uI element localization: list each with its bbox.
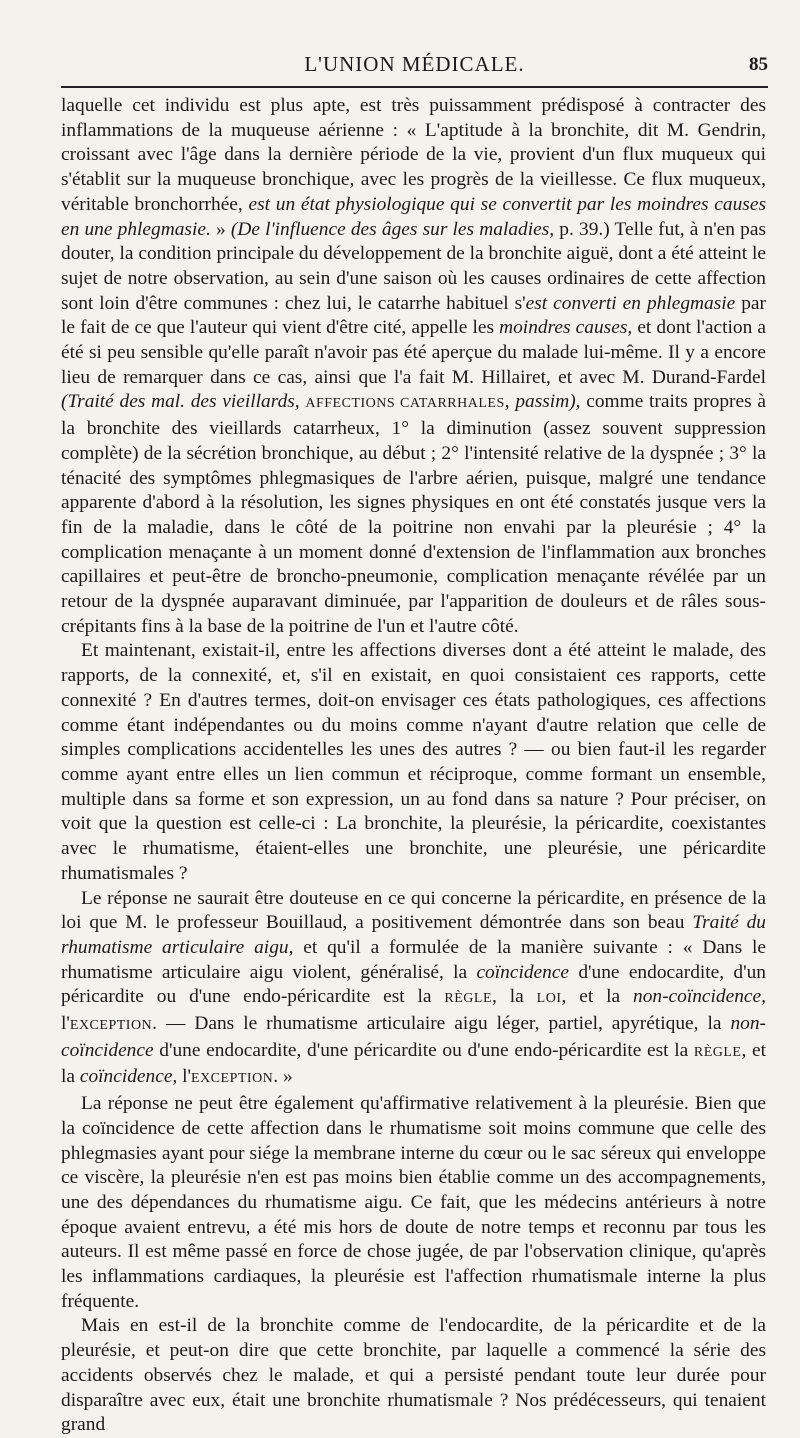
text-run: par le fait de ce que l'auteur qui vient d'être cité, appelle les xyxy=(61,292,766,339)
text-run: La réponse ne peut être également qu'affirmative relativement à la pleurésie. Bien que la coïncidence de cette affection dans le rhumatisme soit moins commune que celle des phlegmasies ayant pour siége la membrane interne du cœur ou le sac séreux qui enveloppe ce viscère, la pleurésie n'en est pas moins bien établie comme un des accompagnements, une des dépendances du rhumatisme aigu. Ce fait, que les médecins antérieurs à notre époque avaient entrevu, a été mis hors de doute de notre temps et reconnu par tous les auteurs. Il est même passé en force de chose jugée, de par l'observation clinique, qu'après les inflammations cardiaques, la pleurésie est l'affection rhumatismale interne la plus fréquente. xyxy=(61,1093,766,1312)
page-number: 85 xyxy=(749,54,768,75)
text-run: l' xyxy=(177,1066,192,1088)
small-caps-text: AFFECTIONS CATARRHALES xyxy=(305,396,505,412)
text-run: . » xyxy=(273,1066,293,1088)
text-run: Le réponse ne saurait être douteuse en ce qui concerne la péricardite, en présence de la loi que M. le professeur Bouillaud, a positivement démontrée dans son beau xyxy=(61,887,766,934)
paragraph xyxy=(61,1092,766,1314)
text-run: » xyxy=(210,218,231,240)
small-caps-text: RÈGLE xyxy=(693,1044,742,1060)
text-run: et qu'il a formulée de la manière suivante : « Dans le rhumatisme articulaire aigu violent, généralisé, la xyxy=(61,936,766,983)
paragraph xyxy=(61,887,766,1093)
article-body xyxy=(61,94,766,1438)
italic-text: est un état physiologique qui se convertit par les moindres causes en une phlegmasie. xyxy=(61,193,766,240)
text-run: , xyxy=(504,391,516,413)
italic-text: non-coïncidence xyxy=(61,1013,766,1061)
text-run: laquelle cet individu est plus apte, est très puissamment prédisposé à contracter des inflammations de la muqueuse aérienne : « L'aptitude à la bronchite, dit M. Gendrin, croissant avec l'âge dans la dernière période de la vie, provient d'un flux muqueux qui s'établit sur la muqueuse bronchique, avec les progrès de la vieillesse. Ce flux muqueux, véritable bronchorrhée, xyxy=(61,95,766,215)
text-run: d'une endocardite, d'une péricardite ou d'une endo-péricardite est la xyxy=(153,1039,694,1061)
text-run: d'une endocardite, d'un péricardite ou d'une endo-péricardite est la xyxy=(61,961,766,1008)
running-header xyxy=(61,48,768,82)
small-caps-text: EXCEPTION xyxy=(69,1018,153,1034)
italic-text: passim), xyxy=(515,391,581,413)
italic-text: coïncidence, xyxy=(79,1066,178,1088)
text-run: Mais en est-il de la bronchite comme de l'endocardite, de la péricardite et de la pleurésie, et peut-on dire que cette bronchite, par laquelle a commencé la série des accidents observés chez le malade, et qui a persisté pendant toute leur durée pour disparaître avec eux, était une bronchite rhumatismale ? Nos prédécesseurs, qui tenaient grand xyxy=(61,1315,766,1436)
paragraph xyxy=(61,94,766,639)
small-caps-text: LOI xyxy=(536,991,562,1007)
italic-text: moindres causes, xyxy=(499,317,633,339)
italic-text: (De l'influence des âges sur les maladies, xyxy=(230,218,555,240)
italic-text: (Traité des mal. des vieillards, xyxy=(61,391,300,413)
text-run: , et la xyxy=(61,1039,766,1088)
text-run: , la xyxy=(492,986,537,1008)
journal-title: L'UNION MÉDICALE. xyxy=(304,52,525,76)
italic-text: Traité du rhumatisme articulaire aigu, xyxy=(61,912,767,958)
text-run: l' xyxy=(61,1013,70,1035)
italic-text: coïncidence xyxy=(476,961,570,983)
small-caps-text: EXCEPTION xyxy=(191,1071,274,1087)
paragraph xyxy=(61,639,766,886)
text-run: Et maintenant, existait-il, entre les affections diverses dont a été atteint le malade, des rapports, de la connexité, et, s'il en existait, en quoi consistaient ces rapports, cette connexité ? En d'autres termes, doit-on envisager ces états pathologiques, ces affections comme étant indépendantes ou du moins comme n'ayant d'autre relation que celle de simples complications accidentelles les unes des autres ? — ou bien faut-il les regarder comme ayant entre elles un lien commun et réciproque, comme formant un ensemble, multiple dans sa forme et son expression, un au fond dans sa nature ? Pour préciser, on voit que la question est celle-ci : La bronchite, la pleurésie, la péricardite, coexistantes avec le rhumatisme, étaient-elles une bronchite, une pleurésie, une péricardite rhumatismales ? xyxy=(61,640,766,884)
text-run: . — Dans le rhumatisme articulaire aigu léger, partiel, apyrétique, la xyxy=(152,1013,731,1035)
small-caps-text: RÈGLE xyxy=(444,991,493,1007)
text-run: , et la xyxy=(561,986,633,1008)
paragraph xyxy=(61,1314,766,1438)
text-run: comme traits propres à la bronchite des vieillards catarrheux, 1° la diminution (assez souvent suppression complète) de la sécrétion bronchique, au début ; 2° l'intensité relative de la dyspnée ; 3° la ténacité des symptômes phlegmasiques de l'arbre aérien, puisque, malgré une tendance apparente d'abord à la résolution, les signes physiques en ont été constatés jusque vers la fin de la maladie, dans le côté de la poitrine non envahi par la pleurésie ; 4° la complication menaçante à un moment donné d'extension de l'inflammation aux bronches capillaires et peut-être de broncho-pneumonie, complication menaçante révélée par un retour de la dyspnée auparavant diminuée, par l'apparition de douleurs et de râles sous-crépitants fins à la base de la poitrine de l'un et l'autre côté. xyxy=(61,391,766,637)
italic-text: non-coïncidence, xyxy=(633,986,766,1008)
text-run: et dont l'action a été si peu sensible qu'elle paraît n'avoir pas été aperçue du malade lui-même. Il y a encore lieu de remarquer dans ce cas, ainsi que l'a fait M. Hillairet, et avec M. Durand-Fardel xyxy=(61,317,766,388)
text-run: p. 39.) Telle fut, à n'en pas douter, la condition principale du développement de la bronchite aiguë, dont a été atteint le sujet de notre observation, au sein d'une saison où les causes ordinaires de cette affection sont loin d'être communes : chez lui, le catarrhe habituel s' xyxy=(61,218,767,314)
italic-text: est converti en phlegmasie xyxy=(525,292,736,314)
header-rule xyxy=(61,86,768,88)
